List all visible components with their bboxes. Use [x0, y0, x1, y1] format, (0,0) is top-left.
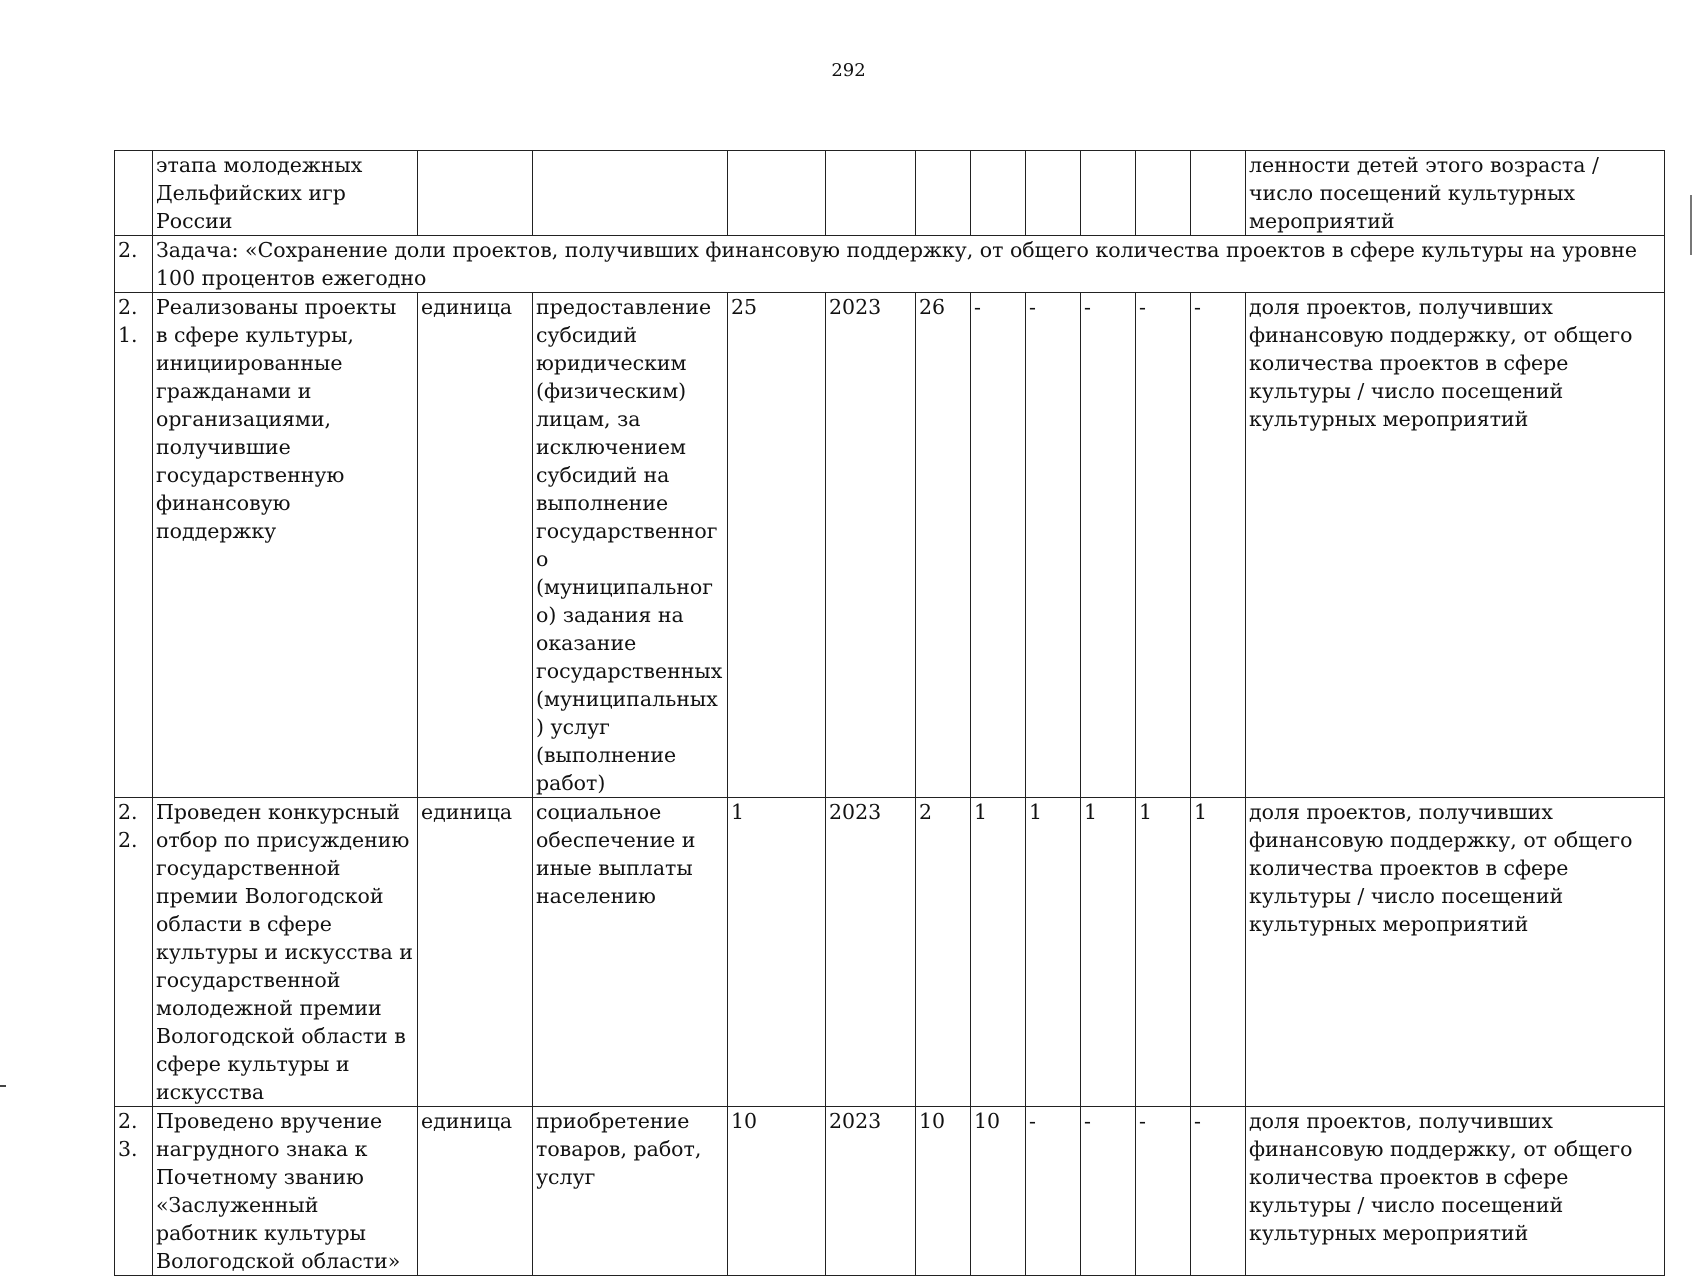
row-number: 2.1. — [115, 293, 153, 798]
unit: единица — [418, 798, 533, 1107]
unit: единица — [418, 293, 533, 798]
value-year-3: - — [1026, 293, 1081, 798]
scan-mark — [0, 1085, 6, 1087]
page-number: 292 — [831, 60, 866, 81]
base-value: 1 — [728, 798, 826, 1107]
value-cell — [971, 151, 1026, 236]
indicator: доля проектов, получивших финансовую поддержку, от общего количества проектов в сфере культуры / число посещений культурных мероприятий — [1246, 798, 1665, 1107]
value-year-1: 10 — [916, 1107, 971, 1276]
value-year-4: - — [1081, 1107, 1136, 1276]
value-year-3: - — [1026, 1107, 1081, 1276]
result-name: Реализованы проекты в сфере культуры, инициированные гражданами и организациями, получившие государственную финансовую поддержку — [153, 293, 418, 798]
base-value: 10 — [728, 1107, 826, 1276]
value-year-2: 1 — [971, 798, 1026, 1107]
unit: единица — [418, 1107, 533, 1276]
results-table — [114, 150, 1665, 1276]
result-type: предоставление субсидий юридическим (физическим) лицам, за исключением субсидий на выполнение государственного (муниципального) задания на оказание государственных (муниципальных) услуг (выполнение работ) — [533, 293, 728, 798]
table-row — [115, 1107, 1665, 1276]
type-cell — [533, 151, 728, 236]
unit-cell — [418, 151, 533, 236]
value-year-5: - — [1136, 293, 1191, 798]
indicator: доля проектов, получивших финансовую поддержку, от общего количества проектов в сфере культуры / число посещений культурных мероприятий — [1246, 1107, 1665, 1276]
base-year-cell — [826, 151, 916, 236]
value-cell — [1026, 151, 1081, 236]
value-year-5: 1 — [1136, 798, 1191, 1107]
result-type: приобретение товаров, работ, услуг — [533, 1107, 728, 1276]
task-text: Задача: «Сохранение доли проектов, получивших финансовую поддержку, от общего количества проектов в сфере культуры на уровне 100 процентов ежегодно — [153, 236, 1665, 293]
row-number: 2.2. — [115, 798, 153, 1107]
base-year: 2023 — [826, 798, 916, 1107]
value-year-1: 26 — [916, 293, 971, 798]
value-cell — [1136, 151, 1191, 236]
indicator: доля проектов, получивших финансовую поддержку, от общего количества проектов в сфере культуры / число посещений культурных мероприятий — [1246, 293, 1665, 798]
base-value: 25 — [728, 293, 826, 798]
value-year-6: 1 — [1191, 798, 1246, 1107]
table-row — [115, 798, 1665, 1107]
value-year-6: - — [1191, 1107, 1246, 1276]
row-number: 2.3. — [115, 1107, 153, 1276]
table-row — [115, 293, 1665, 798]
base-year: 2023 — [826, 1107, 916, 1276]
value-year-6: - — [1191, 293, 1246, 798]
value-cell — [916, 151, 971, 236]
scan-mark — [1690, 195, 1692, 255]
task-number: 2. — [115, 236, 153, 293]
value-year-2: - — [971, 293, 1026, 798]
base-year: 2023 — [826, 293, 916, 798]
value-year-1: 2 — [916, 798, 971, 1107]
result-name-cell: этапа молодежных Дельфийских игр России — [153, 151, 418, 236]
continuation-row — [115, 151, 1665, 236]
value-year-4: 1 — [1081, 798, 1136, 1107]
base-value-cell — [728, 151, 826, 236]
value-cell — [1191, 151, 1246, 236]
result-type: социальное обеспечение и иные выплаты населению — [533, 798, 728, 1107]
result-name: Проведен конкурсный отбор по присуждению государственной премии Вологодской области в сфере культуры и искусства и государственной молодежной премии Вологодской области в сфере культуры и искусства — [153, 798, 418, 1107]
value-year-2: 10 — [971, 1107, 1026, 1276]
row-number-cell — [115, 151, 153, 236]
indicator-cell: ленности детей этого возраста / число посещений культурных мероприятий — [1246, 151, 1665, 236]
value-year-5: - — [1136, 1107, 1191, 1276]
value-year-4: - — [1081, 293, 1136, 798]
result-name: Проведено вручение нагрудного знака к Почетному званию «Заслуженный работник культуры Вологодской области» — [153, 1107, 418, 1276]
value-cell — [1081, 151, 1136, 236]
task-row — [115, 236, 1665, 293]
value-year-3: 1 — [1026, 798, 1081, 1107]
